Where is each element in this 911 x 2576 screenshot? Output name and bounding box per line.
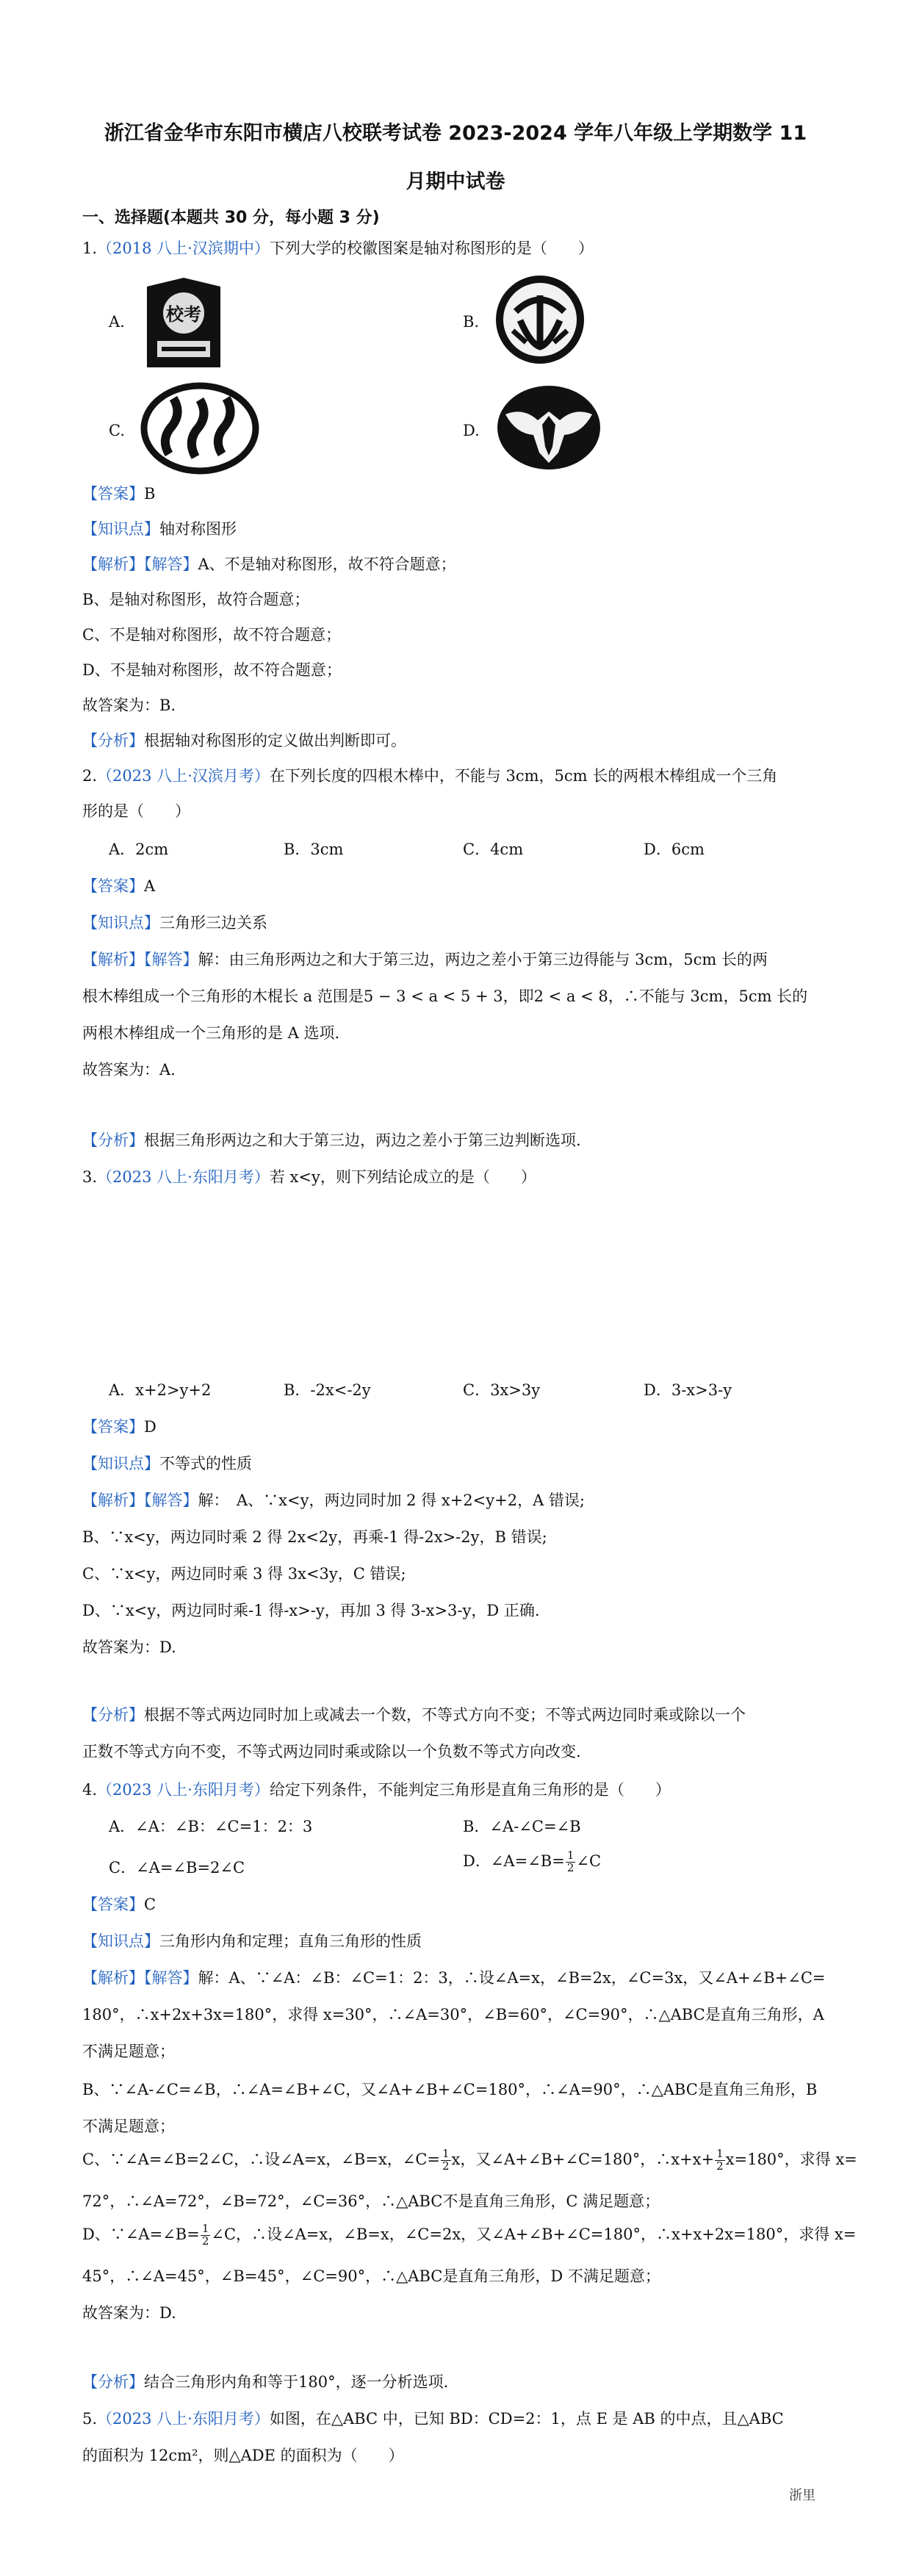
q4-option-b: B．∠A-∠C=∠B [463,1818,581,1835]
q1-option-b-label: B. [463,313,480,331]
q4-analysis-line8: D、∵∠A=∠B= $\frac{1}{2}$ ∠C，∴设∠A=x，∠B=x，∠C=2x，又∠A+∠B+∠C=180°，∴x+x+2x=180°，求得 x= [82,2222,857,2248]
q2-stem-line1: 2.（2023 八上·汉滨月考）在下列长度的四根木棒中，不能与 3cm，5cm 长的两根木棒组成一个三角 [82,767,778,785]
fraction-one-half: $\frac{1}{2}$ [566,1849,575,1874]
university-logo-a [140,273,228,373]
q1-analysis-line1: 【解析】【解答】A、不是轴对称图形，故不符合题意； [82,555,456,573]
q3-analysis-line1: 【解析】【解答】解： A、∵x<y，两边同时加 2 得 x+2<y+2，A 错误; [82,1492,585,1509]
q3-option-c: C．3x>3y [463,1381,541,1399]
q1-summary: 【分析】根据轴对称图形的定义做出判断即可。 [82,732,406,749]
q5-stem-line1: 5.（2023 八上·东阳月考）如图，在△ABC 中，已知 BD：CD=2：1，点 E 是 AB 的中点，且△ABC [82,2410,784,2428]
q4-analysis-line3: 不满足题意； [82,2043,175,2060]
q2-analysis-line2: 根木棒组成一个三角形的木棍长 a 范围是5 − 3 < a < 5 + 3，即2 < a < 8，∴不能与 3cm，5cm 长的 [82,987,808,1005]
q2-answer: 【答案】A [82,877,156,895]
q3-analysis-line4: D、∵x<y，两边同时乘-1 得-x>-y，再加 3 得 3-x>3-y，D 正确. [82,1602,540,1619]
q1-analysis-line3: C、不是轴对称图形，故不符合题意； [82,626,342,644]
university-logo-c [140,381,260,476]
q3-analysis-line3: C、∵x<y，两边同时乘 3 得 3x<3y，C 错误; [82,1565,406,1583]
q5-stem-line2: 的面积为 12cm²，则△ADE 的面积为（ ） [82,2447,404,2464]
q4-conclusion: 故答案为：D. [82,2304,176,2322]
q1-stem: 1.（2018 八上·汉滨期中）下列大学的校徽图案是轴对称图形的是（ ） [82,240,594,257]
q3-option-b: B．-2x<-2y [284,1381,371,1399]
q3-summary-line2: 正数不等式方向不变，不等式两边同时乘或除以一个负数不等式方向改变. [82,1743,581,1760]
q1-option-c-label: C. [109,422,125,439]
q4-analysis-line2: 180°，∴x+2x+3x=180°，求得 x=30°，∴∠A=30°，∠B=60°，∠C=90°，∴△ABC是直角三角形，A [82,2006,824,2023]
q4-analysis-line7: 72°，∴∠A=72°，∠B=72°，∠C=36°，∴△ABC不是直角三角形，C 满足题意； [82,2192,660,2210]
q3-option-a: A．x+2>y+2 [109,1381,212,1399]
q1-source: （2018 八上·汉滨期中） [97,240,270,257]
university-logo-b [494,273,586,366]
q4-analysis-line5: 不满足题意； [82,2118,175,2135]
q4-analysis-line9: 45°，∴∠A=45°，∠B=45°，∠C=90°，∴△ABC是直角三角形，D 不满足题意； [82,2267,660,2285]
q2-option-a: A．2cm [109,841,169,858]
page-footer: 浙里 [789,2488,815,2503]
q3-analysis-line2: B、∵x<y，两边同时乘 2 得 2x<2y，再乘-1 得-2x>-2y，B 错误; [82,1528,547,1546]
q4-analysis-line4: B、∵∠A-∠C=∠B，∴∠A=∠B+∠C，又∠A+∠B+∠C=180°，∴∠A=90°，∴△ABC是直角三角形，B [82,2081,818,2098]
q2-analysis-line1: 【解析】【解答】解：由三角形两边之和大于第三边，两边之差小于第三边得能与 3cm，5cm 长的两 [82,951,768,968]
q4-answer: 【答案】C [82,1896,156,1913]
q4-option-d: D．∠A=∠B= $\frac{1}{2}$ ∠C [463,1849,602,1874]
q4-knowledge: 【知识点】三角形内角和定理；直角三角形的性质 [82,1932,422,1950]
q1-conclusion: 故答案为：B. [82,697,176,714]
q3-answer: 【答案】D [82,1418,156,1436]
section-heading: 一、选择题(本题共 30 分，每小题 3 分) [82,209,380,227]
q4-summary: 【分析】结合三角形内角和等于180°，逐一分析选项. [82,2373,449,2391]
q3-option-d: D．3-x>3-y [644,1381,732,1399]
q4-analysis-line6: C、∵∠A=∠B=2∠C，∴设∠A=x，∠B=x，∠C= $\frac{1}{2}$ x，又∠A+∠B+∠C=180°，∴x+x+ $\frac{1}{2}$ x=180°，求得 x= [82,2147,857,2173]
q4-option-a: A．∠A：∠B：∠C=1：2：3 [109,1818,313,1835]
q4-analysis-line1: 【解析】【解答】解：A、∵∠A：∠B：∠C=1：2：3，∴设∠A=x，∠B=2x，∠C=3x，又∠A+∠B+∠C= [82,1969,826,1987]
exam-title-line2: 月期中试卷 [406,170,505,193]
exam-title-line1: 浙江省金华市东阳市横店八校联考试卷 2023-2024 学年八年级上学期数学 11 [104,122,807,145]
q1-answer: 【答案】B [82,485,156,503]
q1-knowledge: 【知识点】轴对称图形 [82,520,237,538]
q2-knowledge: 【知识点】三角形三边关系 [82,914,267,932]
q2-conclusion: 故答案为：A. [82,1061,176,1079]
q3-knowledge: 【知识点】不等式的性质 [82,1455,252,1472]
q4-option-c: C．∠A=∠B=2∠C [109,1859,245,1877]
q3-stem: 3.（2023 八上·东阳月考）若 x<y，则下列结论成立的是（ ） [82,1168,536,1186]
q1-option-a-label: A. [109,313,125,331]
q1-option-d-label: D. [463,422,480,439]
q2-option-c: C．4cm [463,841,524,858]
q2-option-d: D．6cm [644,841,705,858]
q3-summary-line1: 【分析】根据不等式两边同时加上或减去一个数，不等式方向不变；不等式两边同时乘或除以一个 [82,1706,746,1724]
q1-analysis-line4: D、不是轴对称图形，故不符合题意； [82,661,342,679]
logo-a-text: 校考 [166,304,201,325]
q3-conclusion: 故答案为：D. [82,1638,176,1656]
q2-summary: 【分析】根据三角形两边之和大于第三边，两边之差小于第三边判断选项. [82,1132,581,1149]
q2-stem-line2: 形的是（ ） [82,802,190,820]
university-logo-d [494,382,604,473]
q4-stem: 4.（2023 八上·东阳月考）给定下列条件，不能判定三角形是直角三角形的是（ ） [82,1781,671,1799]
q1-analysis-line2: B、是轴对称图形，故符合题意； [82,591,310,608]
q2-option-b: B．3cm [284,841,344,858]
q2-analysis-line3: 两根木棒组成一个三角形的是 A 选项. [82,1024,340,1042]
